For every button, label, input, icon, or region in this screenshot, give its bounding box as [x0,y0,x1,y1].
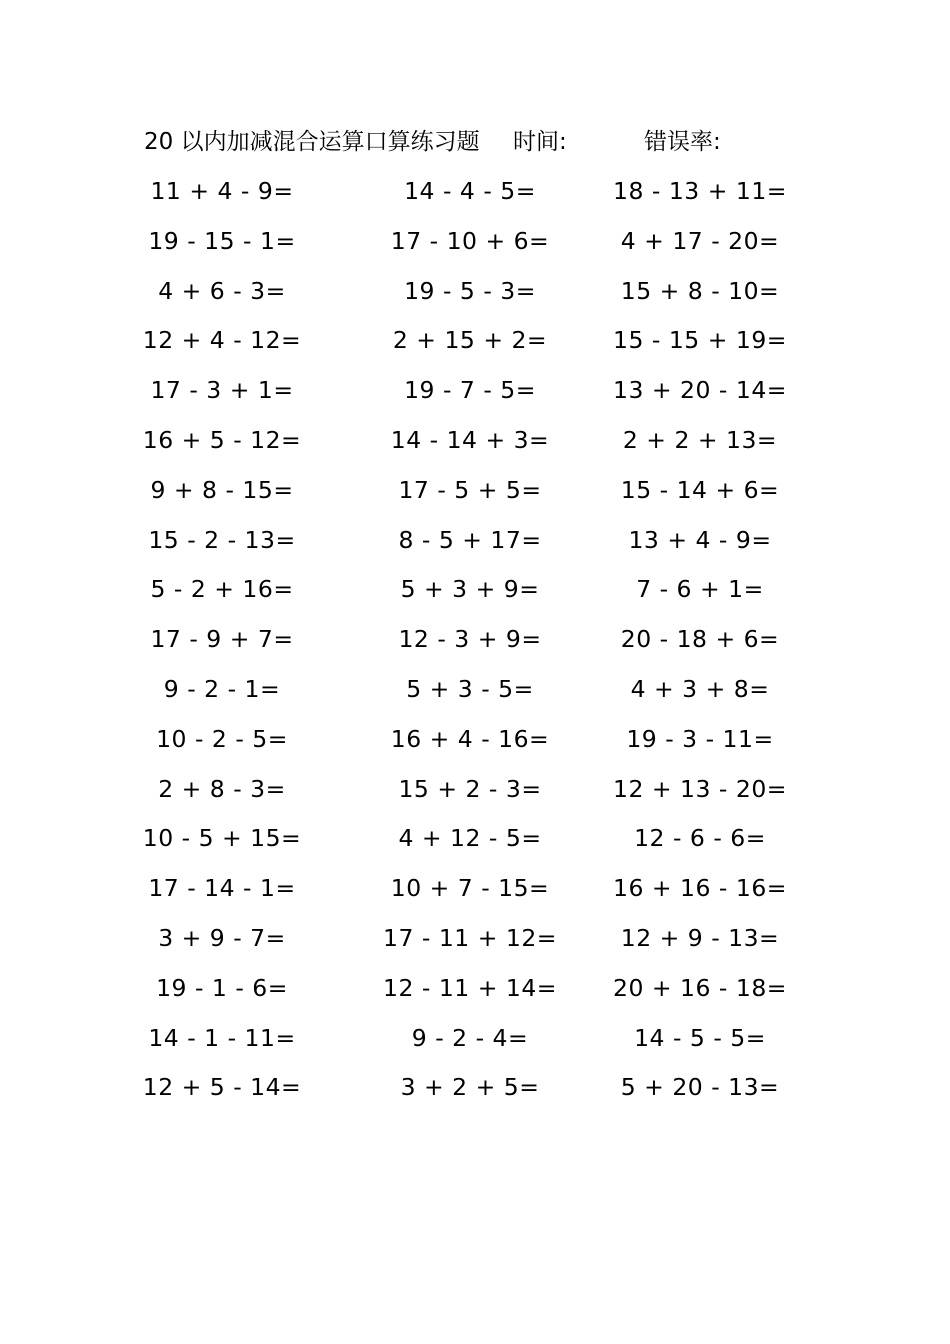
problem-item: 12 + 13 - 20= [613,774,787,803]
problem-item: 19 - 1 - 6= [156,973,288,1002]
problem-row [0,1067,950,1117]
problem-item: 20 - 18 + 6= [620,625,780,654]
problem-item: 4 + 3 + 8= [630,674,770,703]
problem-item: 16 + 16 - 16= [613,874,787,903]
problem-row [0,769,950,819]
problem-row [0,520,950,570]
problem-item: 5 + 3 - 5= [406,674,534,703]
problem-item: 16 + 4 - 16= [390,724,550,753]
problem-item: 15 + 8 - 10= [620,276,780,305]
problem-row [0,320,950,370]
problem-item: 19 - 5 - 3= [404,276,536,305]
problem-item: 13 + 20 - 14= [613,376,787,405]
problem-item: 14 - 14 + 3= [390,425,550,454]
problem-row [0,619,950,669]
problem-item: 15 - 15 + 19= [613,326,787,355]
problem-item: 8 - 5 + 17= [398,525,542,554]
problem-item: 4 + 17 - 20= [620,226,780,255]
problem-item: 12 + 5 - 14= [142,1073,302,1102]
problem-row [0,968,950,1018]
problem-item: 19 - 15 - 1= [148,226,296,255]
problem-item: 12 - 6 - 6= [634,824,766,853]
problem-item: 19 - 3 - 11= [626,724,774,753]
problem-item: 20 + 16 - 18= [613,973,787,1002]
problem-item: 15 - 14 + 6= [620,475,780,504]
problem-item: 17 - 10 + 6= [390,226,550,255]
problem-row [0,868,950,918]
problem-item: 5 - 2 + 16= [150,575,294,604]
problem-item: 14 - 1 - 11= [148,1023,296,1052]
problem-item: 17 - 5 + 5= [398,475,542,504]
problem-item: 10 + 7 - 15= [390,874,550,903]
problem-item: 4 + 12 - 5= [398,824,542,853]
problem-row [0,470,950,520]
worksheet-header [144,124,844,160]
problem-row [0,918,950,968]
problem-row [0,1018,950,1068]
problem-item: 2 + 15 + 2= [392,326,548,355]
problem-grid [0,171,950,1117]
problem-item: 14 - 4 - 5= [404,177,536,205]
problem-item: 12 + 9 - 13= [620,923,780,952]
problem-item: 15 + 2 - 3= [398,774,542,803]
problem-item: 3 + 2 + 5= [400,1073,540,1102]
problem-item: 5 + 3 + 9= [400,575,540,604]
problem-item: 15 - 2 - 13= [148,525,296,554]
problem-row [0,171,950,221]
problem-item: 2 + 2 + 13= [622,425,778,454]
problem-item: 19 - 7 - 5= [404,376,536,405]
problem-row [0,271,950,321]
problem-row [0,370,950,420]
problem-row [0,569,950,619]
problem-item: 12 - 11 + 14= [383,973,557,1002]
worksheet-title: 20 以内加减混合运算口算练习题 [144,129,480,155]
problem-row [0,719,950,769]
problem-row [0,221,950,271]
problem-item: 10 - 2 - 5= [156,724,288,753]
problem-item: 17 - 3 + 1= [150,376,294,405]
problem-item: 5 + 20 - 13= [620,1073,780,1102]
problem-item: 11 + 4 - 9= [150,177,294,205]
problem-item: 16 + 5 - 12= [142,425,302,454]
problem-item: 9 + 8 - 15= [150,475,294,504]
problem-row [0,818,950,868]
problem-item: 12 - 3 + 9= [398,625,542,654]
error-rate-label: 错误率: [644,129,721,155]
problem-item: 9 - 2 - 1= [163,674,281,703]
problem-item: 14 - 5 - 5= [634,1023,766,1052]
problem-item: 17 - 9 + 7= [150,625,294,654]
problem-row [0,669,950,719]
problem-item: 2 + 8 - 3= [158,774,286,803]
problem-item: 17 - 14 - 1= [148,874,296,903]
problem-item: 12 + 4 - 12= [142,326,302,355]
problem-item: 18 - 13 + 11= [613,177,787,205]
problem-row [0,420,950,470]
problem-item: 7 - 6 + 1= [636,575,764,604]
time-label: 时间: [513,129,567,155]
problem-item: 3 + 9 - 7= [158,923,286,952]
problem-item: 13 + 4 - 9= [628,525,772,554]
problem-item: 4 + 6 - 3= [158,276,286,305]
problem-item: 17 - 11 + 12= [383,923,557,952]
problem-item: 10 - 5 + 15= [142,824,302,853]
problem-item: 9 - 2 - 4= [411,1023,529,1052]
